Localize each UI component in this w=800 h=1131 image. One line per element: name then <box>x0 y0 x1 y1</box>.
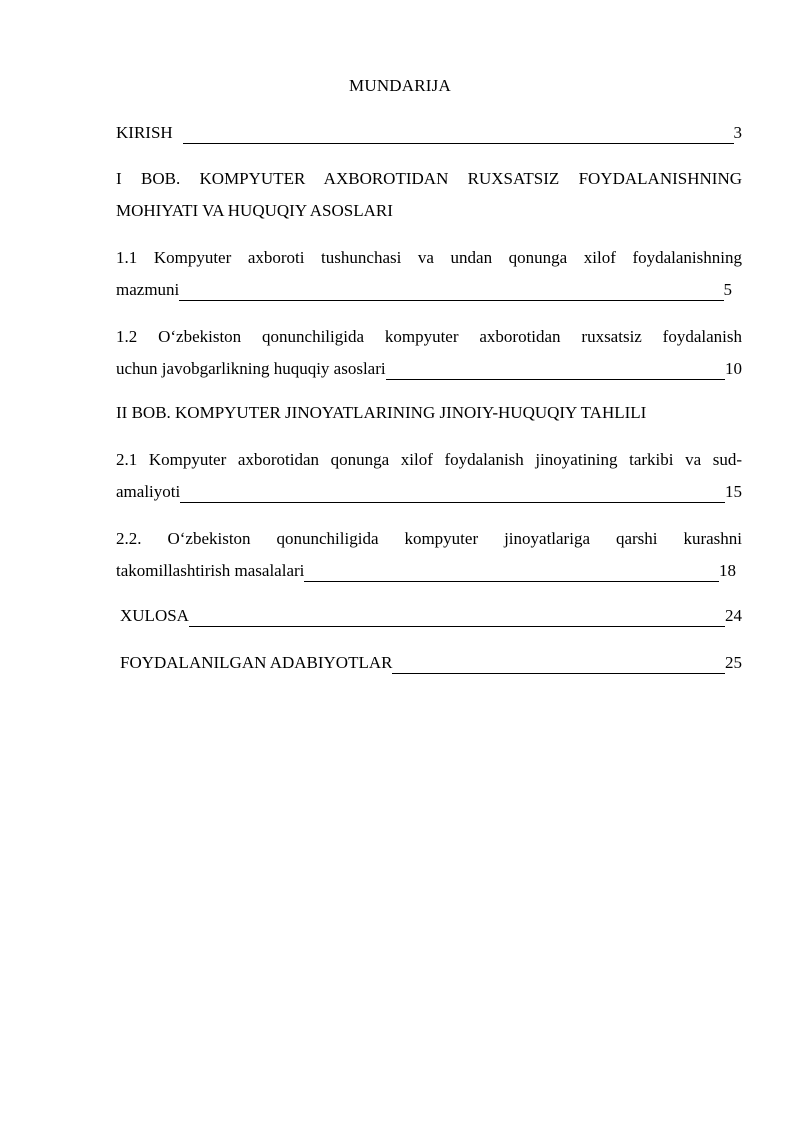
toc-entry-xulosa[interactable] <box>116 600 742 632</box>
toc-chapter-line: MOHIYATI VA HUQUQIY ASOSLARI <box>116 201 393 220</box>
toc-entry-line: amaliyoti <box>116 482 181 501</box>
page-number: 24 <box>725 606 742 625</box>
page-number: 5 <box>723 280 732 299</box>
toc-chapter-line: II BOB. KOMPYUTER JINOYATLARINING JINOIY-HUQUQIY TAHLILI <box>116 403 647 422</box>
toc-entry-line: 1.1 Kompyuter axboroti tushunchasi va undan qonunga xilof foydalanishning <box>116 248 742 267</box>
toc-entry-line: 2.1 Kompyuter axborotidan qonunga xilof foydalanish jinoyatining tarkibi va sud- <box>116 450 742 469</box>
dot-leader <box>392 673 725 674</box>
toc-chapter-line: I BOB. KOMPYUTER AXBOROTIDAN RUXSATSIZ FOYDALANISHNING <box>116 169 742 188</box>
dot-leader <box>304 581 719 582</box>
toc-entry-line: mazmuni <box>116 280 180 299</box>
dot-leader <box>386 379 725 380</box>
toc-entry-2-1[interactable] <box>116 444 742 508</box>
dot-leader <box>180 502 725 503</box>
toc-chapter-1[interactable] <box>116 163 742 227</box>
toc-entry-line: takomillashtirish masalalari <box>116 561 305 580</box>
dot-leader <box>179 300 723 301</box>
toc-entry-adabiyotlar[interactable] <box>116 647 742 679</box>
toc-entry-line: uchun javobgarlikning huquqiy asoslari <box>116 359 386 378</box>
toc-entry-2-2[interactable] <box>116 523 742 587</box>
page-number: 18 <box>719 561 736 580</box>
toc-entry-label: FOYDALANILGAN ADABIYOTLAR <box>120 653 393 672</box>
dot-leader <box>183 143 734 144</box>
toc-entry-kirish[interactable] <box>116 117 742 149</box>
toc-entry-line: 1.2 O‘zbekiston qonunchiligida kompyuter axborotidan ruxsatsiz foydalanish <box>116 327 742 346</box>
toc-title: MUNDARIJA <box>349 76 451 95</box>
page-number: 15 <box>725 482 742 501</box>
toc-entry-1-2[interactable] <box>116 321 742 385</box>
page-number: 25 <box>725 653 742 672</box>
toc-chapter-2[interactable] <box>116 397 742 429</box>
toc-entry-1-1[interactable] <box>116 242 742 306</box>
toc-entry-label: XULOSA <box>120 606 189 625</box>
page-number: 3 <box>733 123 742 142</box>
toc-entry-line: 2.2. O‘zbekiston qonunchiligida kompyuter jinoyatlariga qarshi kurashni <box>116 529 742 548</box>
dot-leader <box>189 626 725 627</box>
page-number: 10 <box>725 359 742 378</box>
toc-entry-label: KIRISH <box>116 123 173 142</box>
